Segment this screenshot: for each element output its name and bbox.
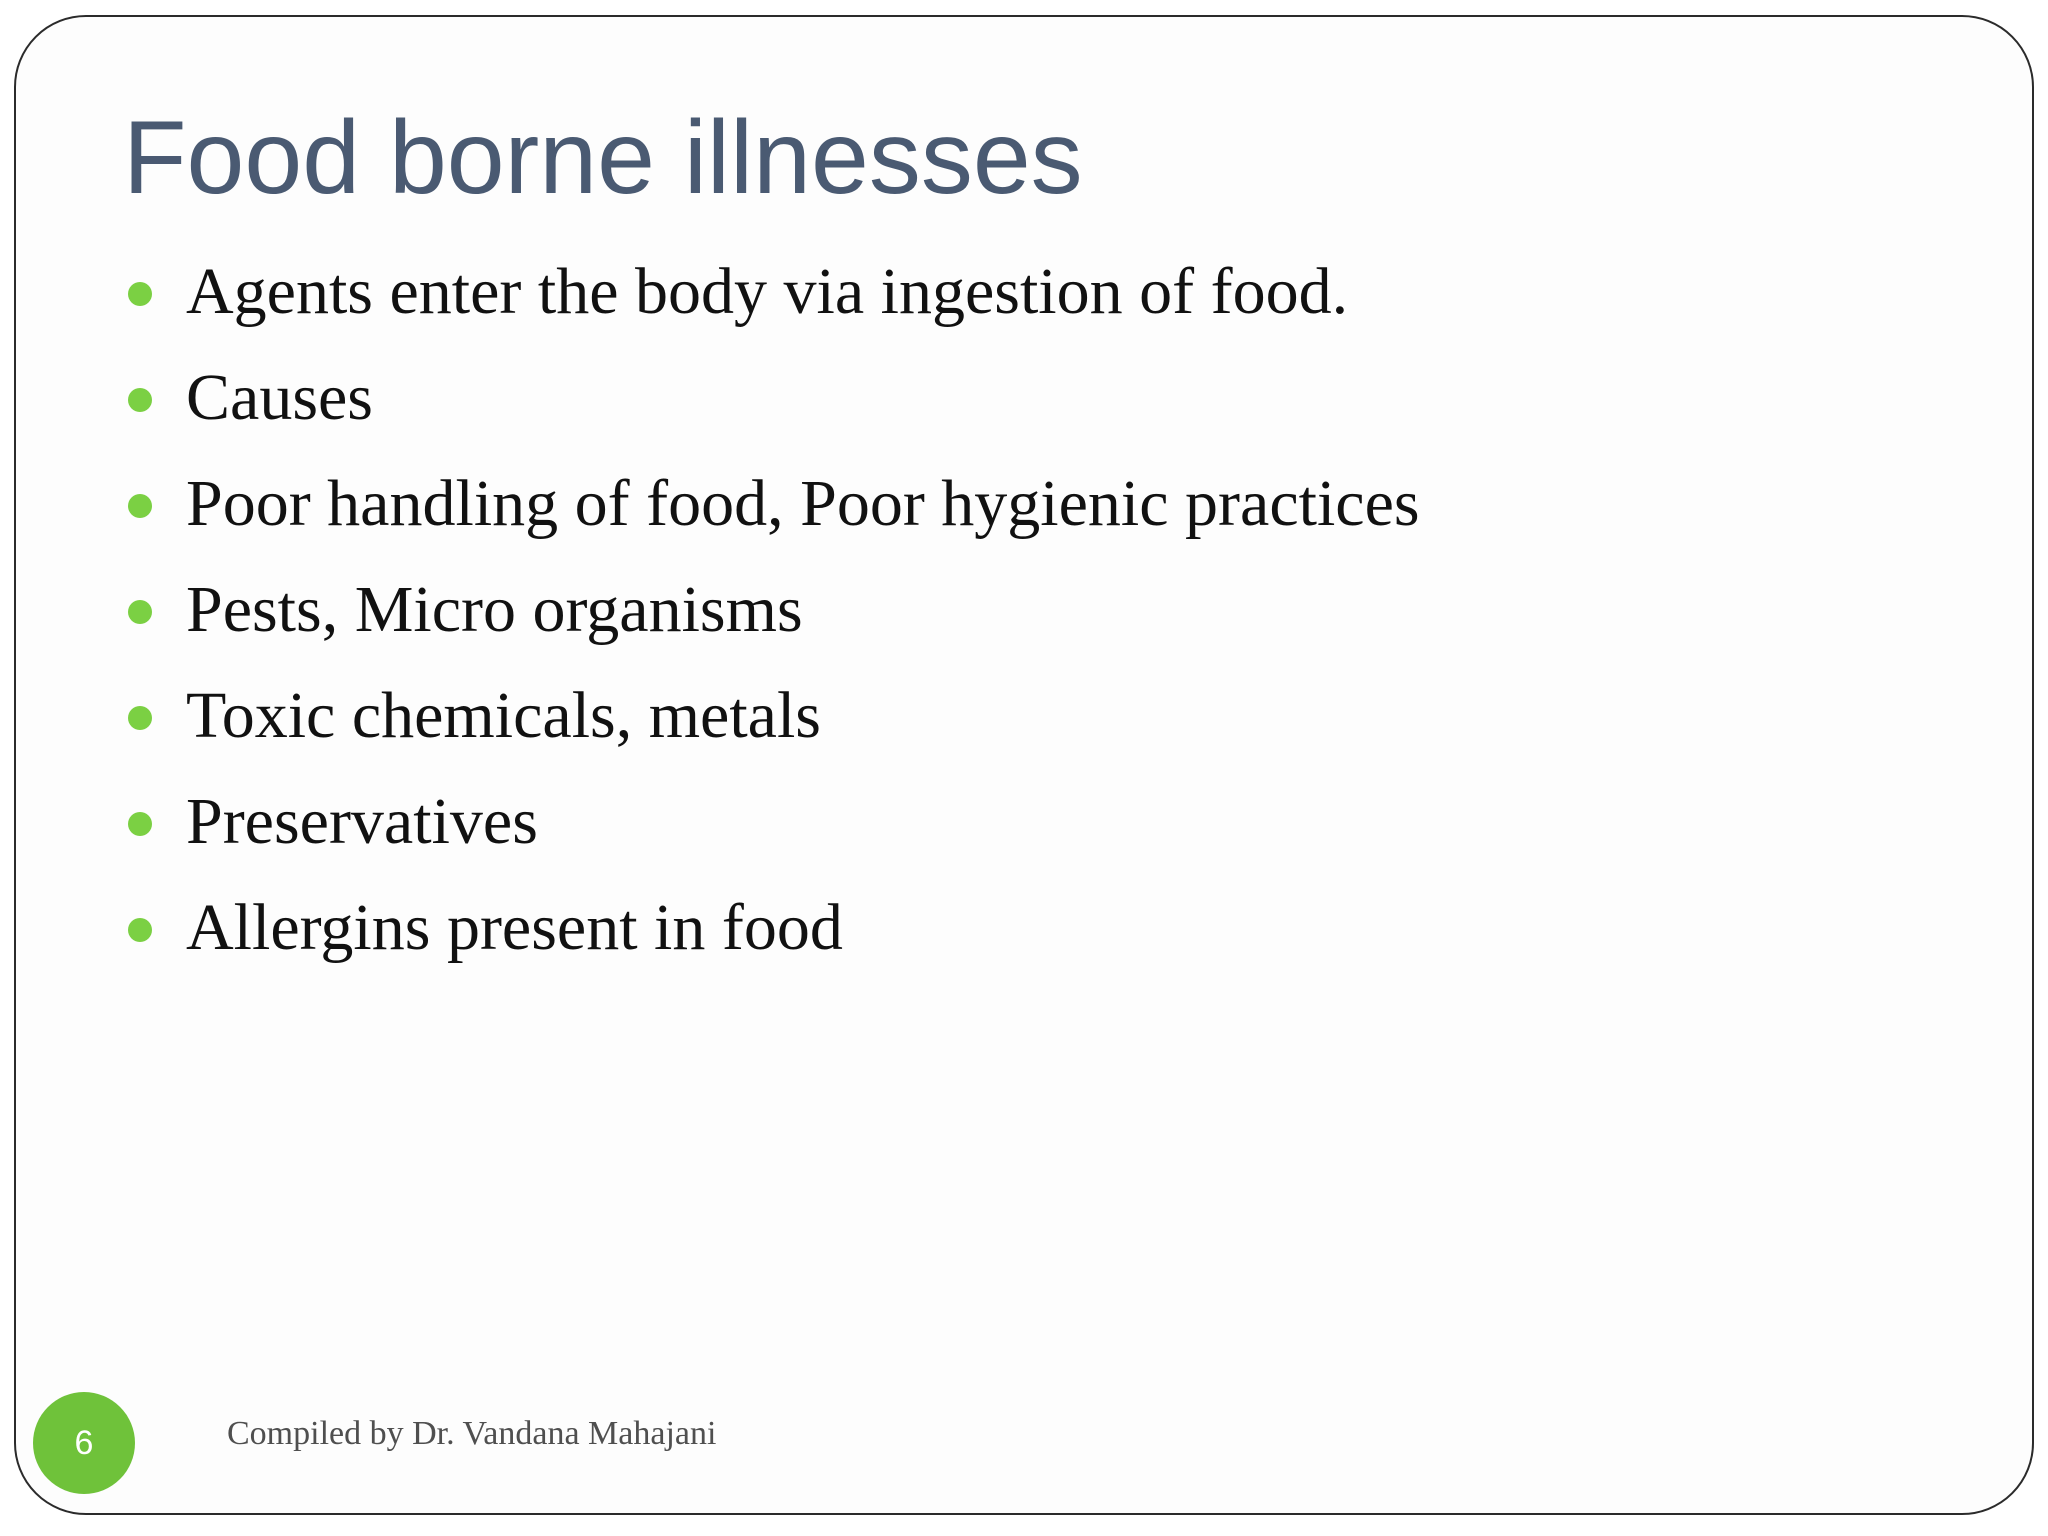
bullet-dot-icon [128, 494, 152, 518]
bullet-dot-icon [128, 706, 152, 730]
bullet-text: Agents enter the body via ingestion of food. [186, 255, 1349, 328]
page-number-badge: 6 [33, 1392, 135, 1494]
bullet-dot-icon [128, 600, 152, 624]
bullet-text: Allergins present in food [186, 891, 843, 964]
bullet-dot-icon [128, 812, 152, 836]
bullet-dot-icon [128, 282, 152, 306]
slide-frame [14, 15, 2034, 1515]
bullet-text: Poor handling of food, Poor hygienic practices [186, 467, 1420, 540]
slide-title: Food borne illnesses [123, 100, 1083, 216]
bullet-text: Toxic chemicals, metals [186, 679, 821, 752]
bullet-dot-icon [128, 388, 152, 412]
bullet-text: Pests, Micro organisms [186, 573, 803, 646]
bullet-dot-icon [128, 918, 152, 942]
bullet-text: Preservatives [186, 785, 538, 858]
bullet-text: Causes [186, 361, 373, 434]
footer-credit: Compiled by Dr. Vandana Mahajani [227, 1415, 717, 1452]
